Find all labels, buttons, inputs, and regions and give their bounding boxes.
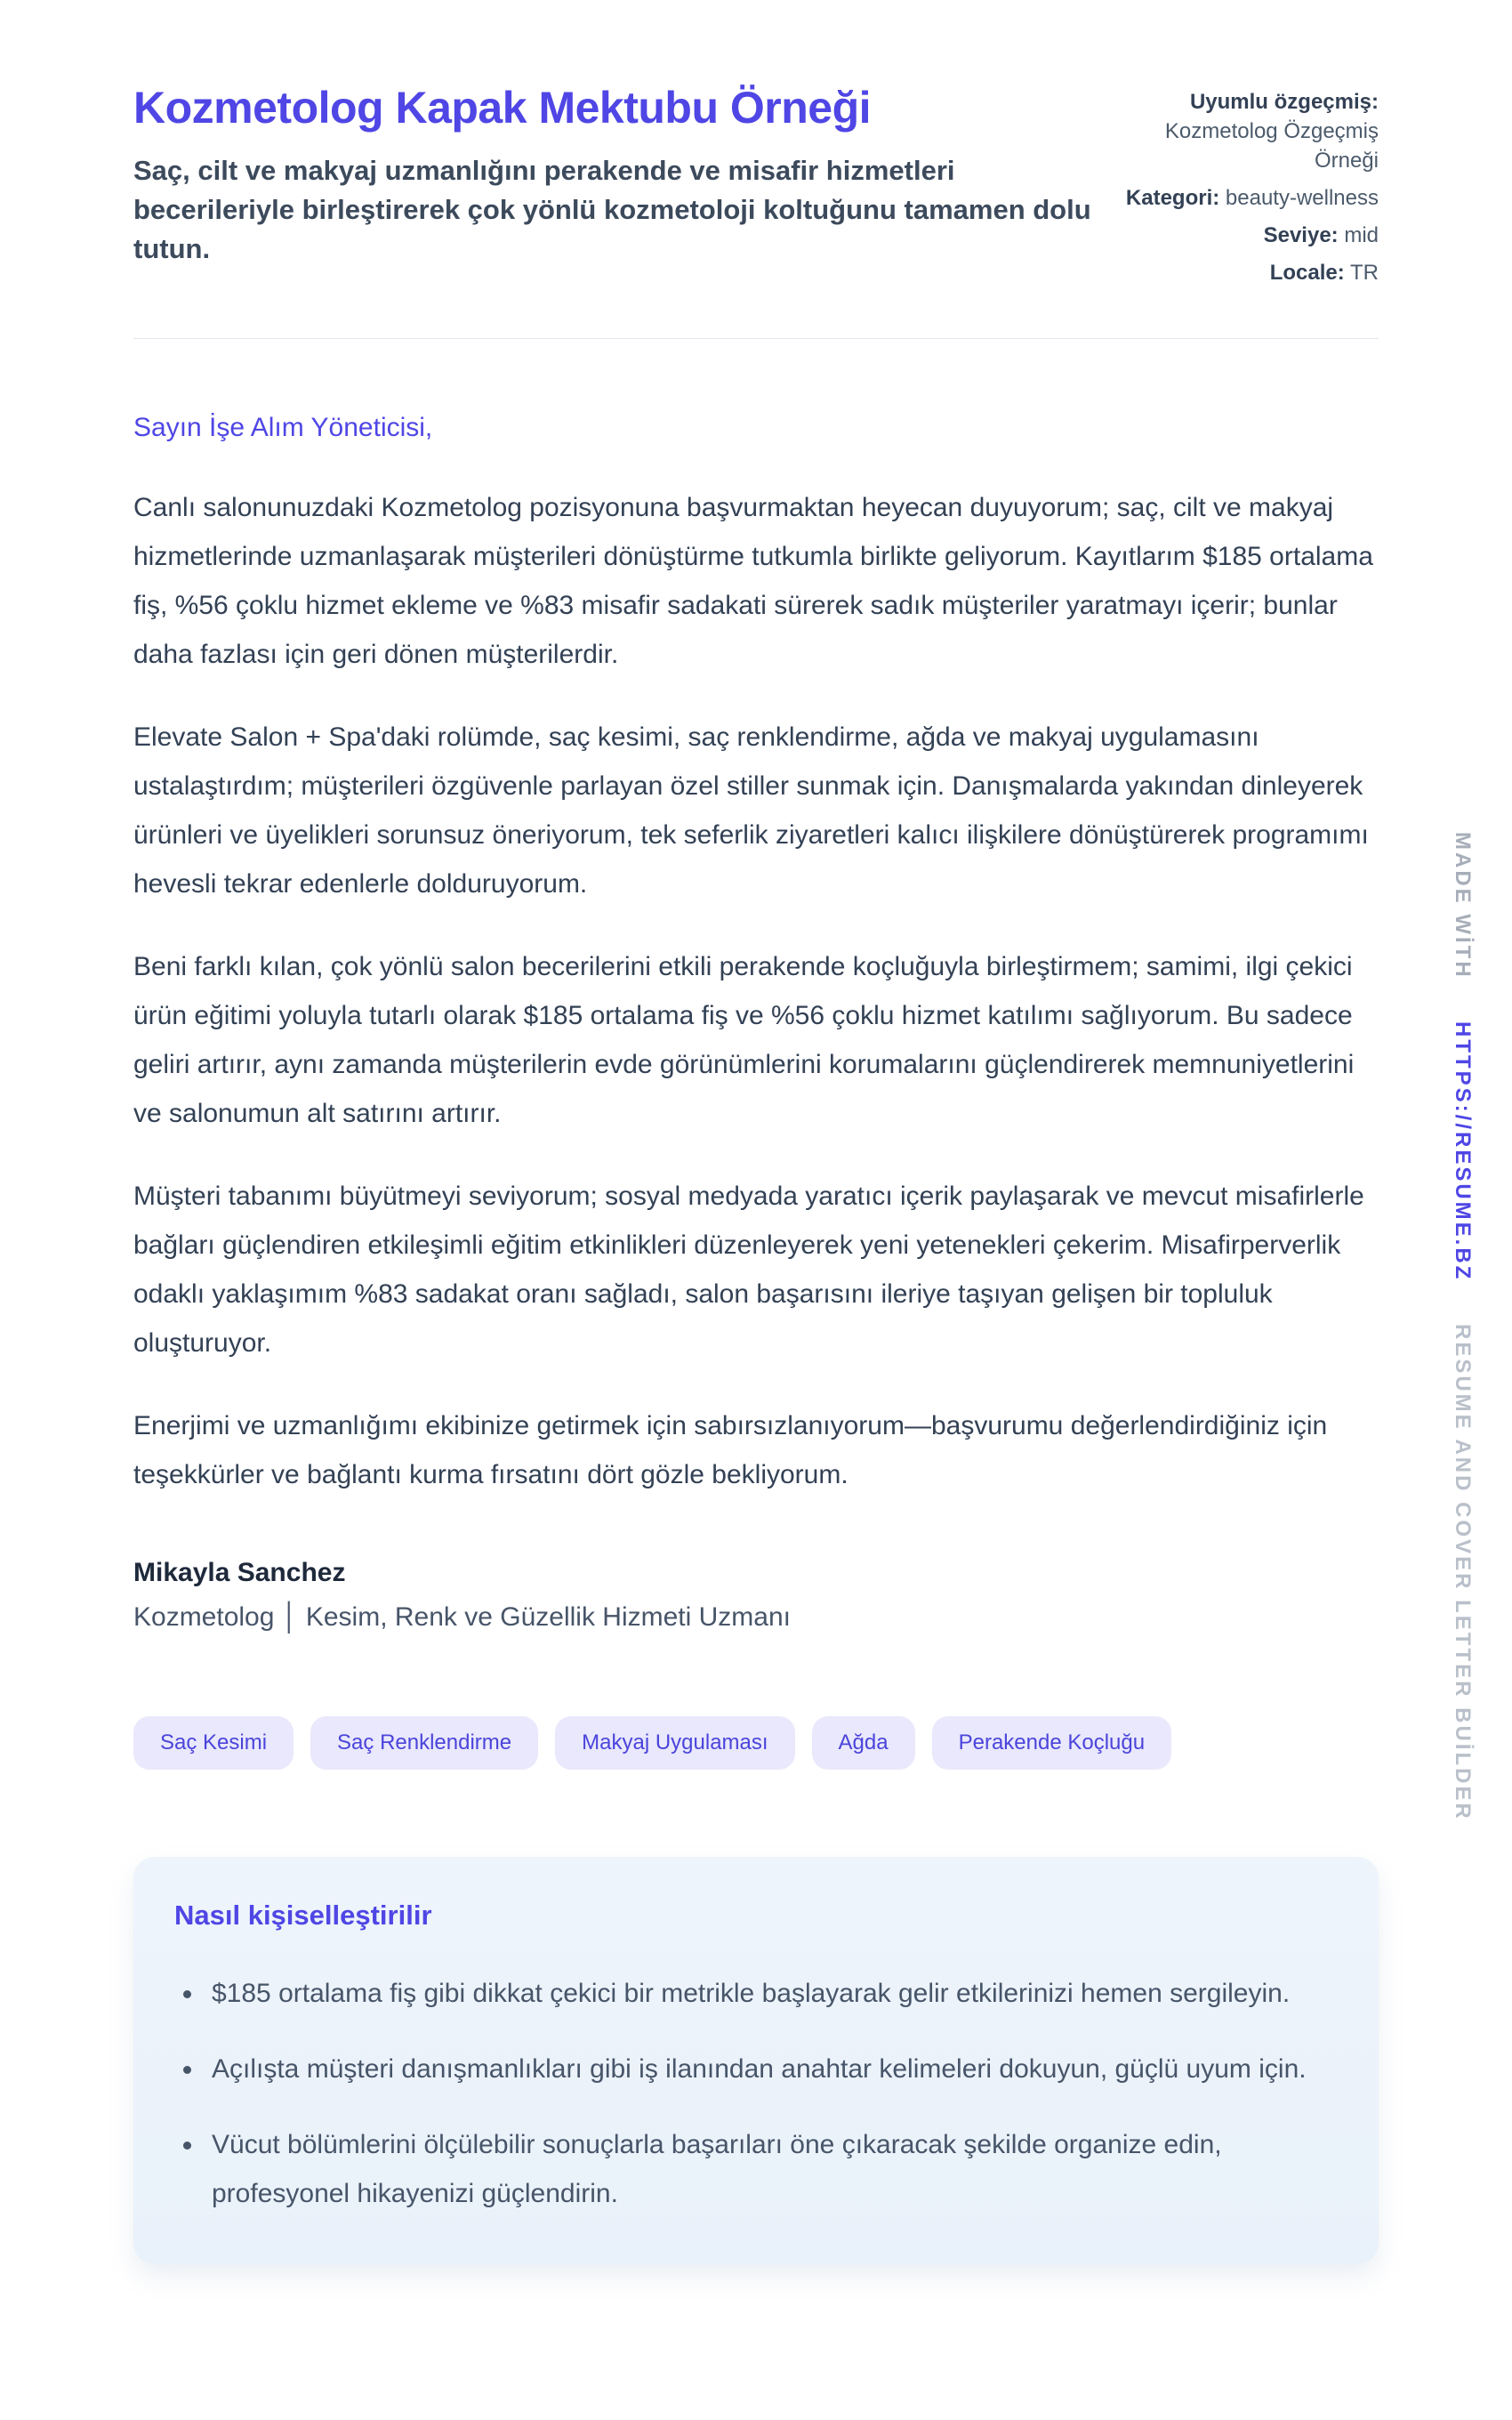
meta-category	[1103, 183, 1379, 213]
page-title: Kozmetolog Kapak Mektubu Örneği	[133, 83, 872, 133]
page-subtitle: Saç, cilt ve makyaj uzmanlığını perakende ve misafir hizmetleri becerileriyle birleştirerek çok yönlü kozmetoloji koltuğunu tamamen dolu tutun.	[133, 155, 1091, 264]
tips-list	[174, 1969, 1334, 2218]
tip-item: $185 ortalama fiş gibi dikkat çekici bir metrikle başlayarak gelir etkilerinizi hemen sergileyin.	[174, 1969, 1334, 2018]
meta-label: Locale:	[1269, 261, 1345, 285]
meta-matching-resume	[1103, 87, 1379, 175]
page-header	[133, 0, 1379, 295]
letter-paragraph: Canlı salonunuzdaki Kozmetolog pozisyonuna başvurmaktan heyecan duyuyorum; saç, cilt ve makyaj hizmetlerinde uzmanlaşarak müşterileri dönüştürme tutkumla birlikte geliyorum. Kayıtlarım $185 ortalama fiş, %56 çoklu hizmet ekleme ve %83 misafir sadakati sürerek sadık müşteriler yaratmayı içerir; bunlar daha fazlası için geri dönen müşterilerdir.	[133, 493, 1373, 669]
meta-value: TR	[1350, 261, 1379, 285]
tip-item: Açılışta müşteri danışmanlıkları gibi iş ilanından anahtar kelimeleri dokuyun, güçlü uyum için.	[174, 2045, 1334, 2093]
letter-paragraph: Elevate Salon + Spa'daki rolümde, saç kesimi, saç renklendirme, ağda ve makyaj uygulamasını ustalaştırdım; müşterileri özgüvenle parlayan özel stiller sunmak için. Danışmalarda yakından dinleyerek ürünleri ve üyelikleri sorunsuz öneriyorum, tek seferlik ziyaretleri kalıcı ilişkilere dönüştürerek programımı hevesli tekrar edenlerle dolduruyorum.	[133, 722, 1369, 899]
meta-value: Kozmetolog Özgeçmiş Örneği	[1164, 119, 1379, 173]
signature-block	[133, 1558, 1379, 1633]
meta-value: mid	[1344, 223, 1379, 247]
tag-chip-waxing[interactable]: Ağda	[812, 1716, 915, 1770]
letter-paragraph: Müşteri tabanımı büyütmeyi seviyorum; sosyal medyada yaratıcı içerik paylaşarak ve mevcut misafirlerle bağları güçlendiren etkileşimli eğitim etkinlikleri düzenleyerek yeni yetenekleri çekerim. Misafirperverlik odaklı yaklaşımım %83 sadakat oranı sağladı, salon başarısını ileriye taşıyan gelişen bir topluluk oluşturuyor.	[133, 1182, 1364, 1358]
tag-chip-hair-coloring[interactable]: Saç Renklendirme	[310, 1716, 538, 1770]
tag-chip-makeup-application[interactable]: Makyaj Uygulaması	[555, 1716, 794, 1770]
header-meta	[1103, 82, 1379, 295]
meta-label: Kategori:	[1125, 186, 1220, 210]
meta-level	[1103, 221, 1379, 250]
tip-item: Vücut bölümlerini ölçülebilir sonuçlarla başarıları öne çıkaracak şekilde organize edin, profesyonel hikayenizi güçlendirin.	[174, 2120, 1334, 2218]
tag-chip-hair-cutting[interactable]: Saç Kesimi	[133, 1716, 294, 1770]
signature-name: Mikayla Sanchez	[133, 1558, 346, 1587]
meta-label: Uyumlu özgeçmiş:	[1189, 90, 1379, 114]
meta-value: beauty-wellness	[1225, 186, 1379, 210]
personalization-tips-box	[133, 1857, 1379, 2264]
tag-chip-retail-coaching[interactable]: Perakende Koçluğu	[932, 1716, 1171, 1770]
watermark-site-link[interactable]: HTTPS://RESUME.BZ	[1451, 1021, 1475, 1282]
made-with-watermark	[1450, 832, 1475, 1821]
letter-paragraph: Beni farklı kılan, çok yönlü salon becerilerini etkili perakende koçluğuyla birleştirmem; samimi, ilgi çekici ürün eğitimi yoluyla tutarlı olarak $185 ortalama fiş ve %56 çoklu hizmet katılımı sağlıyorum. Bu sadece geliri artırır, aynı zamanda müşterilerin evde görünümlerini korumalarını güçlendirerek memnuniyetlerini ve salonumun alt satırını artırır.	[133, 952, 1355, 1128]
letter-greeting: Sayın İşe Alım Yöneticisi,	[133, 413, 433, 442]
signature-role: Kozmetolog │ Kesim, Renk ve Güzellik Hizmeti Uzmanı	[133, 1602, 791, 1632]
tips-title: Nasıl kişiselleştirilir	[174, 1900, 432, 1931]
header-title-block	[133, 82, 1103, 269]
watermark-suffix: RESUME AND COVER LETTER BUİLDER	[1451, 1324, 1475, 1822]
meta-locale	[1103, 258, 1379, 287]
skill-tags	[133, 1716, 1379, 1770]
letter-body	[133, 483, 1379, 1499]
watermark-prefix: MADE WİTH	[1451, 832, 1475, 980]
letter-paragraph: Enerjimi ve uzmanlığımı ekibinize getirmek için sabırsızlanıyorum—başvurumu değerlendirdiğiniz için teşekkürler ve bağlantı kurma fırsatını dört gözle bekliyorum.	[133, 1411, 1328, 1489]
meta-label: Seviye:	[1263, 223, 1339, 247]
header-divider	[133, 338, 1379, 339]
